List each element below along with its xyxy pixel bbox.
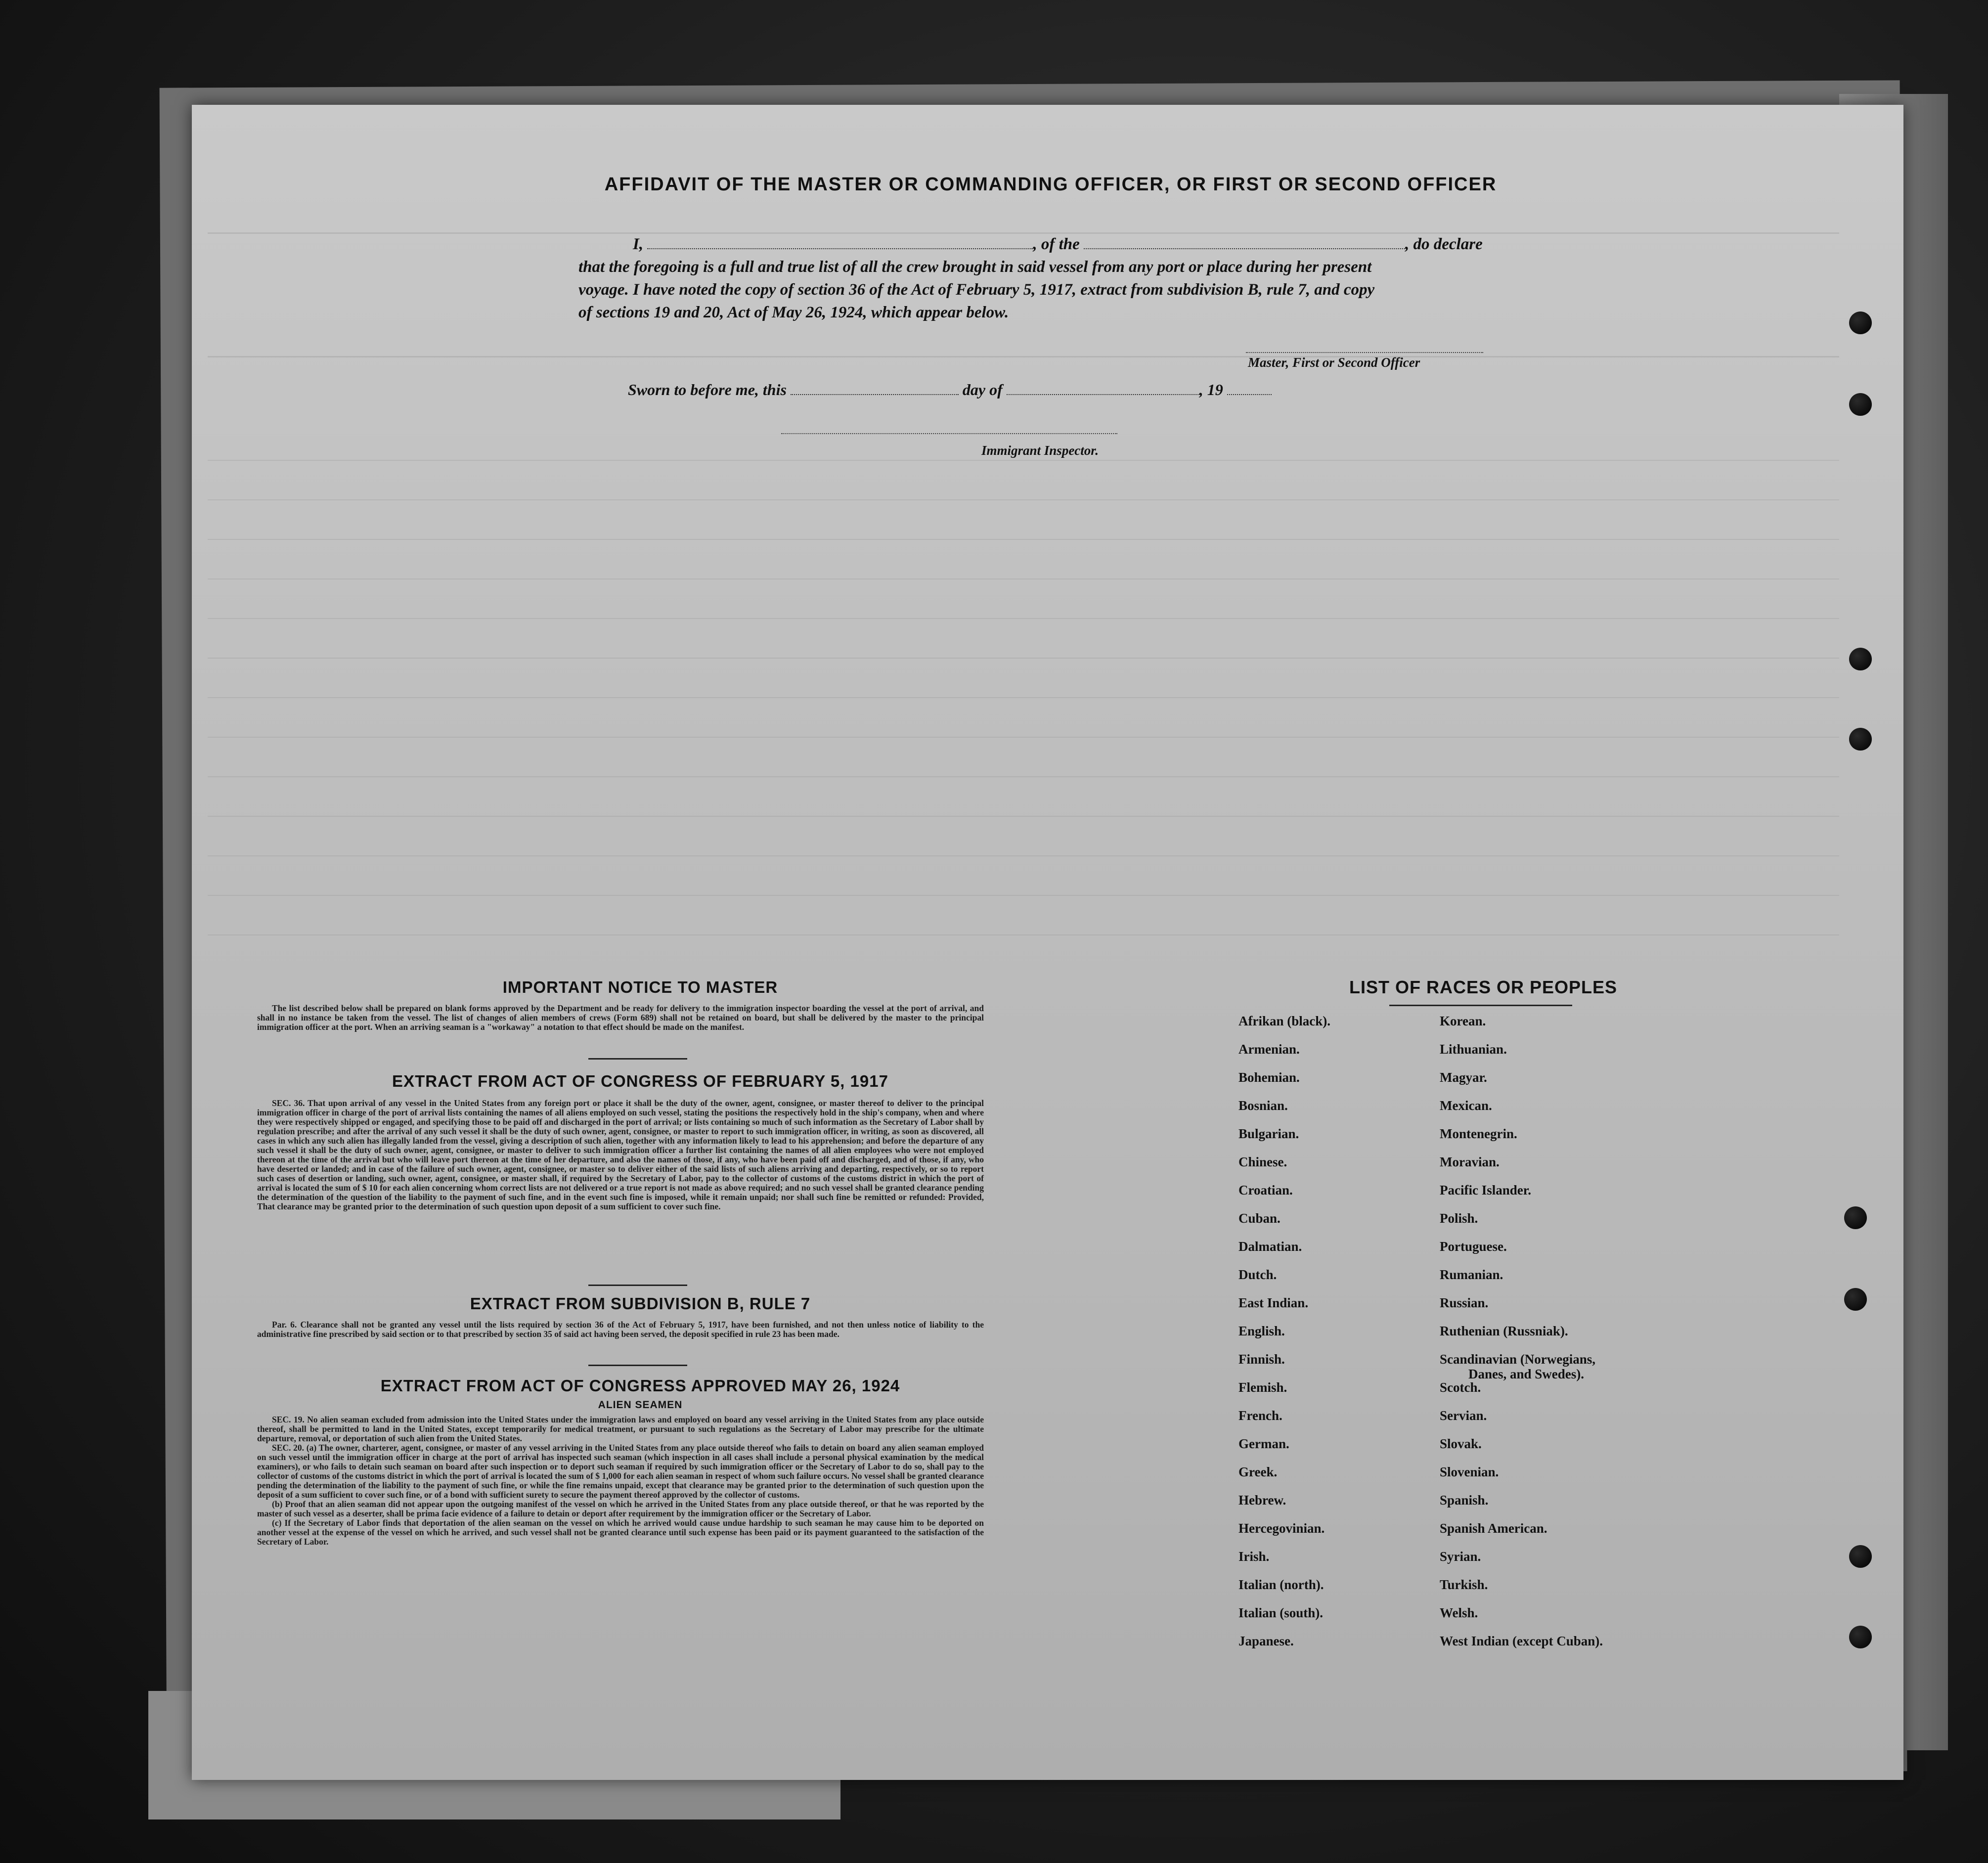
notice-title: IMPORTANT NOTICE TO MASTER [502,978,778,996]
year-blank[interactable] [1227,382,1272,395]
sworn-label: Sworn to before me, this [628,381,787,399]
punch-hole [1849,648,1872,670]
race-item: Moravian. [1440,1154,1500,1169]
sec-20b-paragraph: (b) Proof that an alien seaman did not appear upon the outgoing manifest of the vessel on which he arrived in the United States from any place outside thereof, or that he was reported by the master of such vessel as a deserter, shall be prima facie evidence of a failure to detain or deport after requirement by the immigration officer or the Secretary of Labor. [257,1499,984,1518]
punch-hole [1849,311,1872,334]
section-divider [588,1285,687,1286]
name-blank[interactable] [647,236,1033,249]
sec-20a-paragraph: SEC. 20. (a) The owner, charterer, agent, consignee, or master of any vessel arriving in the United States from any place outside thereof who fails to detain on board any alien seaman employed on such vessel until the immigration officer in charge at the port of arrival has inspected such seaman (which inspection in all cases shall include a personal physical examination by the medical examiners), or who fails to detain such seaman on board after such inspection or to deport such seaman if required by such immigration officer or the Secretary of Labor to do so, shall pay to the collector of customs of the customs district in which the port of arrival is located the sum of $ 1,000 for each alien seaman in respect of whom such failure occurs. No vessel shall be granted clearance pending the determination of the liability to the payment of such fine, or while the fine remains unpaid, except that clearance may be granted prior to the determination of such question upon the deposit of a sum sufficient to cover such fine, or of a bond with sufficient surety to secure the payment thereof approved by the collector of customs. [257,1443,984,1500]
affidavit-title: AFFIDAVIT OF THE MASTER OR COMMANDING OFFICER, OR FIRST OR SECOND OFFICER [604,174,1497,195]
race-item: Croatian. [1238,1183,1293,1198]
punch-hole [1849,393,1872,416]
extract-1917-body [257,1099,984,1211]
notice-body [257,1004,984,1032]
affidavit-i: I, [633,235,644,253]
race-item: West Indian (except Cuban). [1440,1634,1603,1648]
race-item: Scotch. [1440,1380,1481,1395]
race-item: Hebrew. [1238,1493,1286,1508]
race-item: Cuban. [1238,1211,1281,1226]
race-item: Hercegovinian. [1238,1521,1325,1536]
affidavit-declare: , do declare [1405,235,1483,253]
inspector-label: Immigrant Inspector. [981,443,1099,458]
rule-7-title: EXTRACT FROM SUBDIVISION B, RULE 7 [470,1294,811,1313]
year-label: , 19 [1199,381,1223,399]
race-item: Servian. [1440,1408,1487,1423]
inspector-signature-line[interactable] [781,433,1117,434]
sworn-text [628,381,1272,399]
notice-paragraph: The list described below shall be prepared on blank forms approved by the Department and be ready for delivery to the immigration inspector boarding the vessel at the port of arrival, and shall in no instance be taken from the vessel. The list of changes of alien members of crews (Form 689) shall not be retained on board, but shall be delivered by the master to the principal immigration officer at the port. When an arriving seaman is a "workaway" a notation to that effect should be made on the manifest. [257,1003,984,1032]
races-title: LIST OF RACES OR PEOPLES [1349,977,1618,997]
race-item: Bosnian. [1238,1098,1288,1113]
race-item: Montenegrin. [1440,1126,1517,1141]
extract-1924-title: EXTRACT FROM ACT OF CONGRESS APPROVED MAY 26, 1924 [380,1376,900,1395]
race-item: German. [1238,1436,1289,1451]
race-item: Dutch. [1238,1267,1277,1282]
punch-hole [1844,1288,1867,1311]
alien-seamen-subtitle: ALIEN SEAMEN [598,1399,683,1411]
race-item: Flemish. [1238,1380,1287,1395]
race-item: Portuguese. [1440,1239,1507,1254]
day-of-label: day of [962,381,1003,399]
race-item: Danes, and Swedes). [1468,1367,1585,1381]
race-item: Lithuanian. [1440,1042,1507,1057]
day-blank[interactable] [791,382,959,395]
sec-19-paragraph: SEC. 19. No alien seaman excluded from admission into the United States under the immigration laws and employed on board any vessel arriving in the United States from any place outside thereof, shall be permitted to land in the United States, except temporarily for medical treatment, or pursuant to such regulations as the Secretary of Labor may prescribe for the ultimate departure, removal, or deportation of such alien from the United States. [257,1415,984,1443]
race-item: Dalmatian. [1238,1239,1302,1254]
race-item: East Indian. [1238,1295,1309,1310]
punch-hole [1844,1206,1867,1229]
race-item: Slovenian. [1440,1464,1499,1479]
rule-7-body [257,1320,984,1339]
race-item: Scandinavian (Norwegians, [1440,1352,1596,1367]
punch-hole [1849,728,1872,751]
race-item: Italian (north). [1238,1577,1324,1592]
race-item: Polish. [1440,1211,1478,1226]
affidavit-line-4: of sections 19 and 20, Act of May 26, 1924, which appear below. [578,304,1009,321]
master-label: Master, First or Second Officer [1248,355,1420,370]
affidavit-line-3: voyage. I have noted the copy of section 36 of the Act of February 5, 1917, extract from subdivision B, rule 7, and copy [578,281,1375,299]
race-item: Afrikan (black). [1238,1014,1331,1028]
affidavit-of-the: , of the [1033,235,1080,253]
race-item: Korean. [1440,1014,1486,1028]
race-item: Rumanian. [1440,1267,1503,1282]
race-item: Magyar. [1440,1070,1487,1085]
race-item: Ruthenian (Russniak). [1440,1324,1568,1338]
master-signature-line[interactable] [1246,352,1483,353]
race-item: Syrian. [1440,1549,1481,1564]
race-item: Greek. [1238,1464,1278,1479]
par-6-paragraph: Par. 6. Clearance shall not be granted any vessel until the lists required by section 36 of the Act of February 5, 1917, have been furnished, and not then unless notice of liability to the administrative fine prescribed by said section or to that prescribed by section 35 of said act having been served, the deposit specified in rule 23 has been made. [257,1320,984,1339]
race-item: Bulgarian. [1238,1126,1299,1141]
punch-hole [1849,1626,1872,1648]
extract-1924-body [257,1415,984,1547]
race-item: Japanese. [1238,1634,1294,1648]
vessel-blank[interactable] [1084,236,1405,249]
race-item: Spanish. [1440,1493,1489,1508]
race-item: Finnish. [1238,1352,1285,1367]
race-item: Bohemian. [1238,1070,1300,1085]
affidavit-line-1 [633,235,1483,254]
race-item: Irish. [1238,1549,1270,1564]
punch-hole [1849,1545,1872,1568]
race-item: Turkish. [1440,1577,1488,1592]
race-item: English. [1238,1324,1285,1338]
month-blank[interactable] [1007,382,1199,395]
sec-36-paragraph: SEC. 36. That upon arrival of any vessel in the United States from any foreign port or place it shall be the duty of the owner, agent, consignee, or master thereof to deliver to the principal immigration officer in charge of the port of arrival lists containing the names of all aliens employed on such vessel, stating the positions the respectively hold in the ship's company, when and where they were respectively shipped or engaged, and specifying those to be paid off and discharged in the port of arrival; or lists containing so much of such information as the Secretary of Labor shall by regulation prescribe; and after the arrival of any such vessel it shall be the duty of such owner, agent, consignee, or master to report to such immigration officer, in writing, as soon as discovered, all cases in which any such alien has illegally landed from the vessel, giving a description of such alien, together with any information likely to lead to his apprehension; and before the departure of any such vessel it shall be the duty of such owner, agent, consignee, or master to deliver to such immigration officer a further list containing the names of all alien employees who were not employed thereon at the time of the arrival but who will leave port thereon at the time of her departure, and also the names of those, if any, who have been paid off and discharged, and of those, if any, who have deserted or landed; and in case of the failure of such owner, agent, consignee, or master so to deliver either of the said lists of such aliens arriving and departing, respectively, or so to report such cases of desertion or landing, such owner, agent, consignee, or master shall, if required by the Secretary of Labor, pay to the collector of customs of the customs district in which the port of arrival is located the sum of $ 10 for each alien concerning whom correct lists are not delivered or a true report is not made as above required; and no such vessel shall be granted clearance pending the determination of the question of the liability to the payment of such fine, and in the event such fine is imposed, while it remain unpaid; nor shall such fine be remitted or refunded: Provided, That clearance may be granted prior to the determination of such question upon deposit of a sum sufficient to cover such fine. [257,1098,984,1211]
race-item: Chinese. [1238,1154,1287,1169]
race-item: Pacific Islander. [1440,1183,1531,1198]
race-item: Slovak. [1440,1436,1482,1451]
race-item: Spanish American. [1440,1521,1547,1536]
race-item: Mexican. [1440,1098,1492,1113]
races-title-underline [1389,1005,1572,1006]
section-divider [588,1365,687,1366]
extract-1917-title: EXTRACT FROM ACT OF CONGRESS OF FEBRUARY 5, 1917 [392,1072,888,1090]
race-item: Italian (south). [1238,1605,1324,1620]
section-divider [588,1058,687,1060]
race-item: Russian. [1440,1295,1489,1310]
race-item: Welsh. [1440,1605,1478,1620]
race-item: French. [1238,1408,1282,1423]
race-item: Armenian. [1238,1042,1300,1057]
sec-20c-paragraph: (c) If the Secretary of Labor finds that deportation of the alien seaman on the vessel on which he arrived would cause undue hardship to such seaman he may cause him to be deported on another vessel at the expense of the vessel on which he arrived, and such vessel shall not be granted clearance until such expense has been paid or its payment guaranteed to the satisfaction of the Secretary of Labor. [257,1518,984,1547]
affidavit-line-2: that the foregoing is a full and true list of all the crew brought in said vessel from any port or place during her present [578,258,1372,276]
